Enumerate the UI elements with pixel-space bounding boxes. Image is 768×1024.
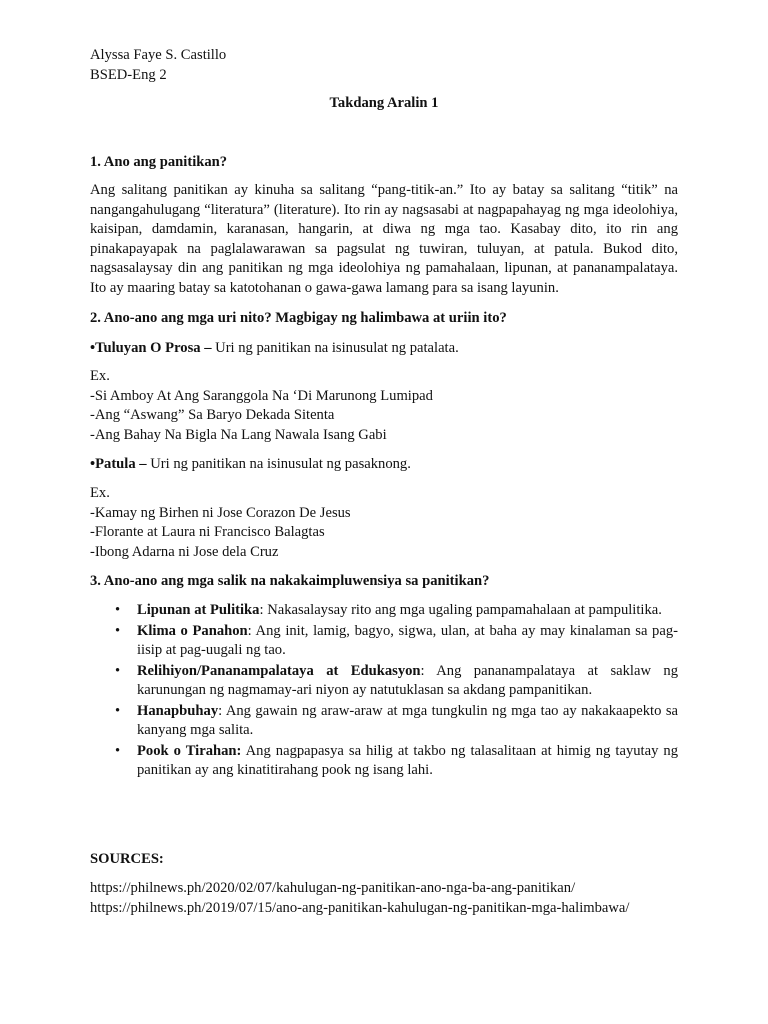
factor-separator: : bbox=[259, 602, 268, 618]
document-title: Takdang Aralin 1 bbox=[329, 95, 439, 111]
bullet-icon: • bbox=[115, 742, 121, 759]
type-definition-text: Uri ng panitikan na isinusulat ng pasaknong. bbox=[146, 456, 411, 472]
author-course: BSED-Eng 2 bbox=[90, 66, 167, 83]
example-item: -Florante at Laura ni Francisco Balagtas bbox=[90, 524, 325, 540]
author-name: Alyssa Faye S. Castillo bbox=[90, 47, 227, 63]
type-poetry bbox=[90, 455, 678, 475]
factor-term: Klima o Panahon bbox=[137, 622, 248, 639]
factors-list bbox=[90, 601, 678, 782]
bullet-icon: • bbox=[115, 622, 121, 639]
list-item bbox=[90, 742, 678, 781]
type-definition-text: Uri ng panitikan na isinusulat ng patalata. bbox=[211, 340, 459, 356]
source-link[interactable]: https://philnews.ph/2019/07/15/ano-ang-panitikan-kahulugan-ng-panitikan-mga-halimbawa/ bbox=[90, 899, 630, 916]
bullet-icon: • bbox=[115, 702, 121, 719]
example-item: -Ibong Adarna ni Jose dela Cruz bbox=[90, 543, 279, 560]
factor-text: Ang pananampalataya at saklaw ng karunungan ng nagmamay-ari niyon ay natutuklasan sa akdang pampanitikan. bbox=[137, 662, 678, 698]
example-item: -Si Amboy At Ang Saranggola Na ‘Di Marunong Lumipad bbox=[90, 387, 433, 404]
type-term: •Tuluyan O Prosa – bbox=[90, 340, 212, 356]
factor-term: Pook o Tirahan: bbox=[137, 742, 242, 759]
example-item: -Kamay ng Birhen ni Jose Corazon De Jesus bbox=[90, 504, 351, 521]
sources-list bbox=[90, 879, 678, 918]
type-definition bbox=[90, 339, 678, 359]
examples-label: Ex. bbox=[90, 368, 110, 384]
poetry-examples bbox=[90, 484, 678, 562]
type-prose bbox=[90, 339, 678, 359]
examples-label: Ex. bbox=[90, 485, 110, 501]
q1-heading: 1. Ano ang panitikan? bbox=[90, 154, 228, 170]
list-item bbox=[90, 622, 678, 661]
factor-term: Relihiyon/Pananampalataya at Edukasyon bbox=[137, 662, 421, 679]
factor-term: Hanapbuhay bbox=[137, 702, 219, 719]
sources-heading: SOURCES: bbox=[90, 851, 164, 867]
factor-separator: : bbox=[247, 622, 256, 639]
type-definition bbox=[90, 455, 678, 475]
type-term: •Patula – bbox=[90, 456, 147, 472]
list-item bbox=[90, 702, 678, 741]
q1-answer: Ang salitang panitikan ay kinuha sa salitang “pang-titik-an.” Ito ay batay sa salitang “titik” na nangangahulugang “literatura” (literature). Ito rin ay nagsasabi at nagpapahayag ng mga ideolohiya, kaisipan, damdamin, karanasan, hangarin, at diwa ng mga tao. Kasabay dito, ito rin ang pinakapayapak na paglalawarawan sa pagsulat ng tuwiran, tuluyan, at patula. Bukod dito, nagsasalaysay din ang panitikan ng mga ideolohiya ng pamahalaan, lipunan, at pananampalataya. Ito ay maaring batay sa katotohanan o gawa-gawa lamang para sa isang layunin. bbox=[90, 182, 678, 296]
factor-separator: : bbox=[218, 702, 226, 719]
bullet-icon: • bbox=[115, 602, 121, 618]
factor-text: Ang nagpapasya sa hilig at takbo ng talasalitaan at himig ng tayutay ng panitikan ay ang kinatitirahang pook ng isang lahi. bbox=[137, 742, 678, 778]
source-link[interactable]: https://philnews.ph/2020/02/07/kahulugan-ng-panitikan-ano-nga-ba-ang-panitikan/ bbox=[90, 880, 576, 896]
factor-text: Ang gawain ng araw-araw at mga tungkulin ng mga tao ay nakakaapekto sa kanyang mga salita. bbox=[137, 702, 678, 738]
author-block bbox=[90, 46, 678, 85]
bullet-icon: • bbox=[115, 662, 121, 679]
factor-text: Nakasalaysay rito ang mga ugaling pampamahalaan at pampulitika. bbox=[267, 602, 662, 618]
list-item bbox=[90, 662, 678, 701]
factor-separator: : bbox=[420, 662, 437, 679]
factor-term: Lipunan at Pulitika bbox=[137, 602, 260, 618]
q3-heading: 3. Ano-ano ang mga salik na nakakaimpluwensiya sa panitikan? bbox=[90, 573, 490, 589]
prose-examples bbox=[90, 367, 678, 445]
example-item: -Ang “Aswang” Sa Baryo Dekada Sitenta bbox=[90, 407, 335, 423]
factor-text: Ang init, lamig, bagyo, sigwa, ulan, at baha ay may kinalaman sa pag-iisip at pag-uugali ng tao. bbox=[137, 622, 678, 658]
q2-heading: 2. Ano-ano ang mga uri nito? Magbigay ng halimbawa at uriin ito? bbox=[90, 310, 507, 326]
list-item bbox=[90, 601, 678, 621]
example-item: -Ang Bahay Na Bigla Na Lang Nawala Isang Gabi bbox=[90, 426, 387, 443]
